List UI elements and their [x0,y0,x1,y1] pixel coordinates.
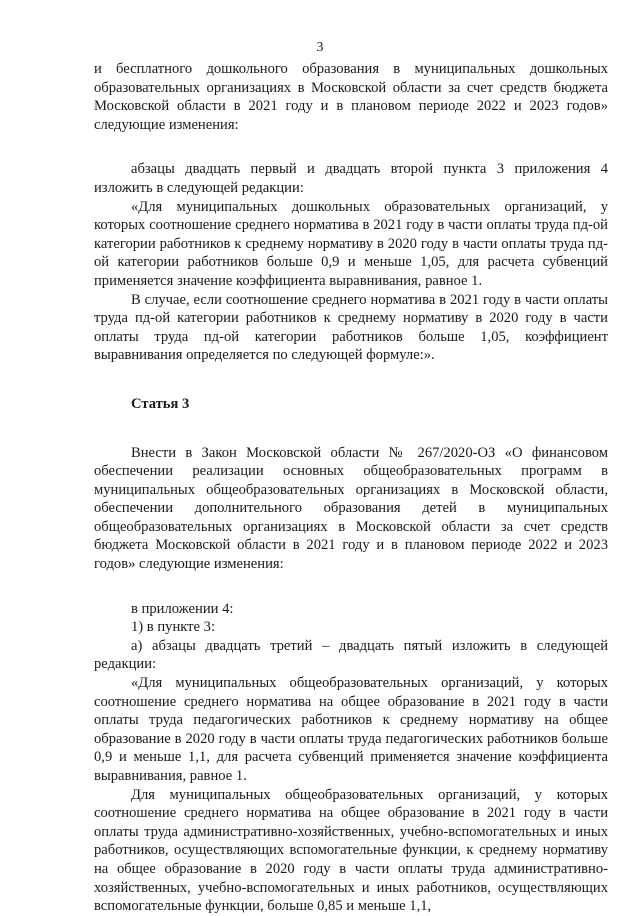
article-intro: Внести в Закон Московской области № 267/2020-ОЗ «О финансовом обеспечении реализации основных общеобразовательных программ в муниципальных общеобразовательных организациях в Московской области, обеспечении дополнительного образования детей в муниципальных общеобразовательных организациях в Московской области за счет средств бюджета Московской области в 2021 году и в плановом периоде 2022 и 2023 годов» следующие изменения: [94,444,608,573]
spacer [94,414,608,444]
spacer [94,134,608,160]
article-paragraph-2: Для муниципальных общеобразовательных организаций, у которых соотношение среднего норматива на общее образование в 2021 году в части оплаты труда административно-хозяйственных, учебно-вспомогательных и иных работников, осуществляющих вспомогательные функции, к среднему нормативу на общее образование в 2020 году в части оплаты труда административно-хозяйственных, учебно-вспомогательных и иных работников, осуществляющих вспомогательные функции, больше 0,85 и меньше 1,1, [94,786,608,915]
document-body [94,60,608,916]
spacer [94,574,608,600]
amendment-lead: абзацы двадцать первый и двадцать второй пункта 3 приложения 4 изложить в следующей редакции: [94,161,608,196]
article-paragraph-1: «Для муниципальных общеобразовательных организаций, у которых соотношение среднего норматива на общее образование в 2021 году в части оплаты труда педагогических работников к среднему нормативу на общее образование в 2020 году в части оплаты труда педагогических работников больше 0,9 и меньше 1,1, для расчета субвенций применяется значение коэффициента выравнивания, равное 1. [94,675,608,784]
article-item-appendix: в приложении 4: [131,600,234,617]
page-number: 3 [316,40,324,55]
amendment-paragraph-2: В случае, если соотношение среднего норматива в 2021 году в части оплаты труда пд-ой категории работников к среднему нормативу в 2020 году в части оплаты труда пд-ой категории работников больше 1,05, коэффициент выравнивания определяется по следующей формуле:». [94,291,608,364]
intro-paragraph: и бесплатного дошкольного образования в муниципальных дошкольных образовательных организациях в Московской области за счет средств бюджета Московской области в 2021 году и в плановом периоде 2022 и 2023 годов» следующие изменения: [94,61,608,133]
spacer [94,365,608,395]
article-item-sub: а) абзацы двадцать третий – двадцать пятый изложить в следующей редакции: [94,637,608,673]
article-item-point: 1) в пункте 3: [131,619,216,636]
amendment-paragraph-1: «Для муниципальных дошкольных образовательных организаций, у которых соотношение среднего норматива в 2021 году в части оплаты труда пд-ой категории работников к среднему нормативу в 2020 году в части оплаты труда пд-ой категории работников больше 0,9 и меньше 1,05, для расчета субвенций применяется значение коэффициента выравнивания, равное 1. [94,198,608,289]
article-title: Статья 3 [131,395,190,412]
